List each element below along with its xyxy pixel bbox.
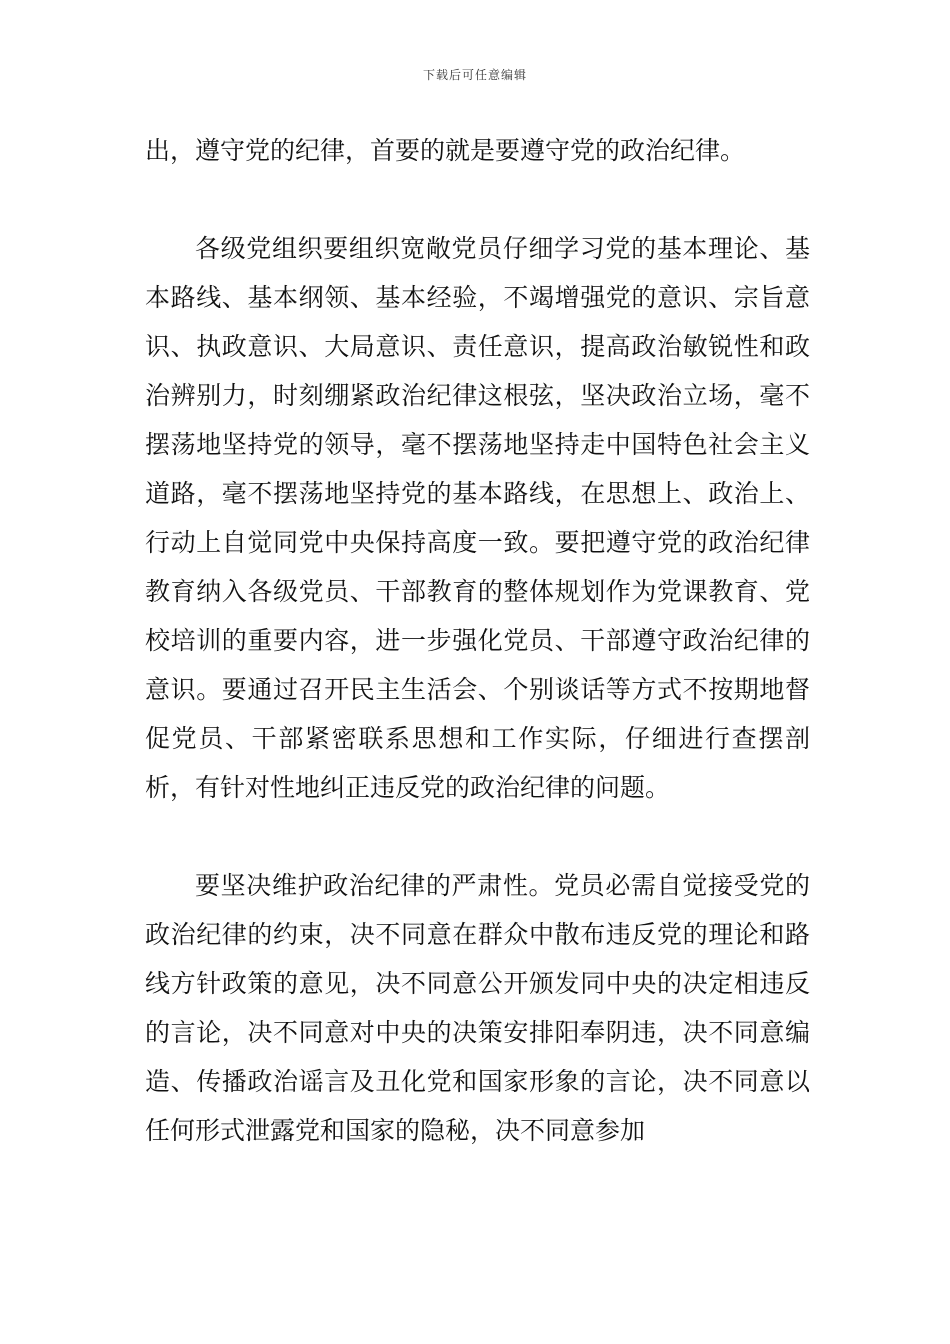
paragraph-continuation: 出，遵守党的纪律，首要的就是要遵守党的政治纪律。 — [145, 136, 746, 165]
paragraph-party-education: 各级党组织要组织宽敞党员仔细学习党的基本理论、基本路线、基本纲领、基本经验，不竭增强党的意识、宗旨意识、执政意识、大局意识、责任意识，提高政治敏锐性和政治辨别力，时刻绷紧政治纪律这根弦，坚决政治立场，毫不摆荡地坚持党的领导，毫不摆荡地坚持走中国特色社会主义道路，毫不摆荡地坚持党的基本路线，在思想上、政治上、行动上自觉同党中央保持高度一致。要把遵守党的政治纪律教育纳入各级党员、干部教育的整体规划作为党课教育、党校培训的重要内容，进一步强化党员、干部遵守政治纪律的意识。要通过召开民主生活会、个别谈话等方式不按期地督促党员、干部紧密联系思想和工作实际，仔细进行查摆剖析，有针对性地纠正违反党的政治纪律的问题。 — [145, 234, 810, 802]
page-header: 下载后可任意编辑 — [422, 68, 527, 82]
document-body — [145, 126, 810, 1155]
paragraph-discipline-seriousness: 要坚决维护政治纪律的严肃性。党员必需自觉接受党的政治纪律的约束，决不同意在群众中散布违反党的理论和路线方针政策的意见，决不同意公开颁发同中央的决定相违反的言论，决不同意对中央的决策安排阳奉阴违，决不同意编造、传播政治谣言及丑化党和国家形象的言论，决不同意以任何形式泄露党和国家的隐秘，决不同意参加 — [145, 871, 810, 1145]
paragraph-gap — [145, 175, 810, 224]
paragraph-gap — [145, 812, 810, 861]
